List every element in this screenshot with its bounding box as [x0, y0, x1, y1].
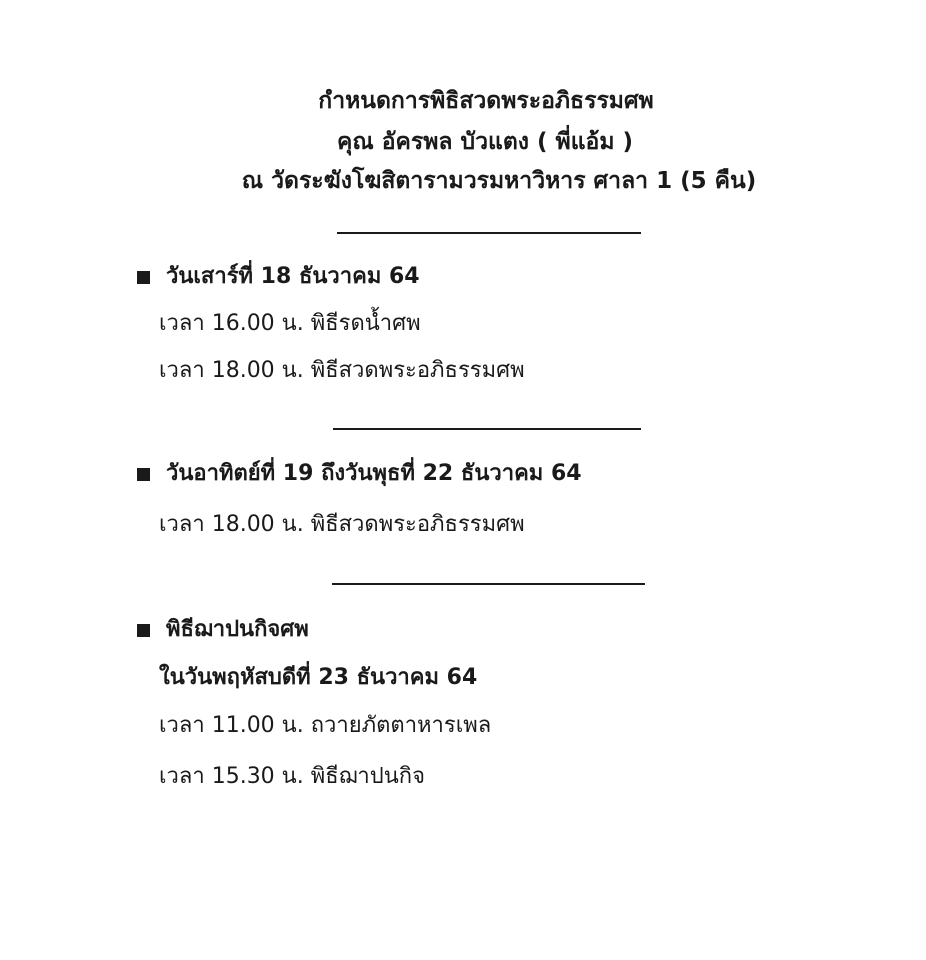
schedule-item: เวลา 18.00 น. พิธีสวดพระอภิธรรมศพ: [159, 512, 525, 537]
dotted-divider: [333, 418, 641, 430]
square-bullet-icon: [137, 271, 150, 284]
cremation-date: ในวันพฤหัสบดีที่ 23 ธันวาคม 64: [159, 665, 478, 690]
square-bullet-icon: [137, 468, 150, 481]
venue-line: ณ วัดระฆังโฆสิตารามวรมหาวิหาร ศาลา 1 (5 คืน): [241, 168, 757, 194]
dotted-divider: [332, 573, 645, 585]
schedule-item: เวลา 16.00 น. พิธีรดน้ำศพ: [159, 311, 421, 336]
deceased-name: คุณ อัครพล บัวแตง ( พี่แอ้ม ): [336, 129, 634, 155]
section-heading-saturday: [137, 262, 420, 292]
schedule-item: เวลา 18.00 น. พิธีสวดพระอภิธรรมศพ: [159, 358, 525, 383]
section-heading-cremation: [137, 615, 309, 645]
schedule-item: เวลา 11.00 น. ถวายภัตตาหารเพล: [159, 713, 492, 738]
document-title: กำหนดการพิธิสวดพระอภิธรรมศพ: [318, 88, 654, 114]
section-heading-text: วันอาทิตย์ที่ 19 ถึงวันพุธที่ 22 ธันวาคม 64: [166, 461, 582, 486]
section-heading-text: วันเสาร์ที่ 18 ธันวาคม 64: [166, 264, 420, 289]
section-heading-text: พิธีฌาปนกิจศพ: [166, 617, 309, 642]
section-heading-sunday-to-wednesday: [137, 459, 582, 489]
schedule-item: เวลา 15.30 น. พิธีฌาปนกิจ: [159, 764, 425, 789]
square-bullet-icon: [137, 624, 150, 637]
dotted-divider: [337, 222, 641, 234]
